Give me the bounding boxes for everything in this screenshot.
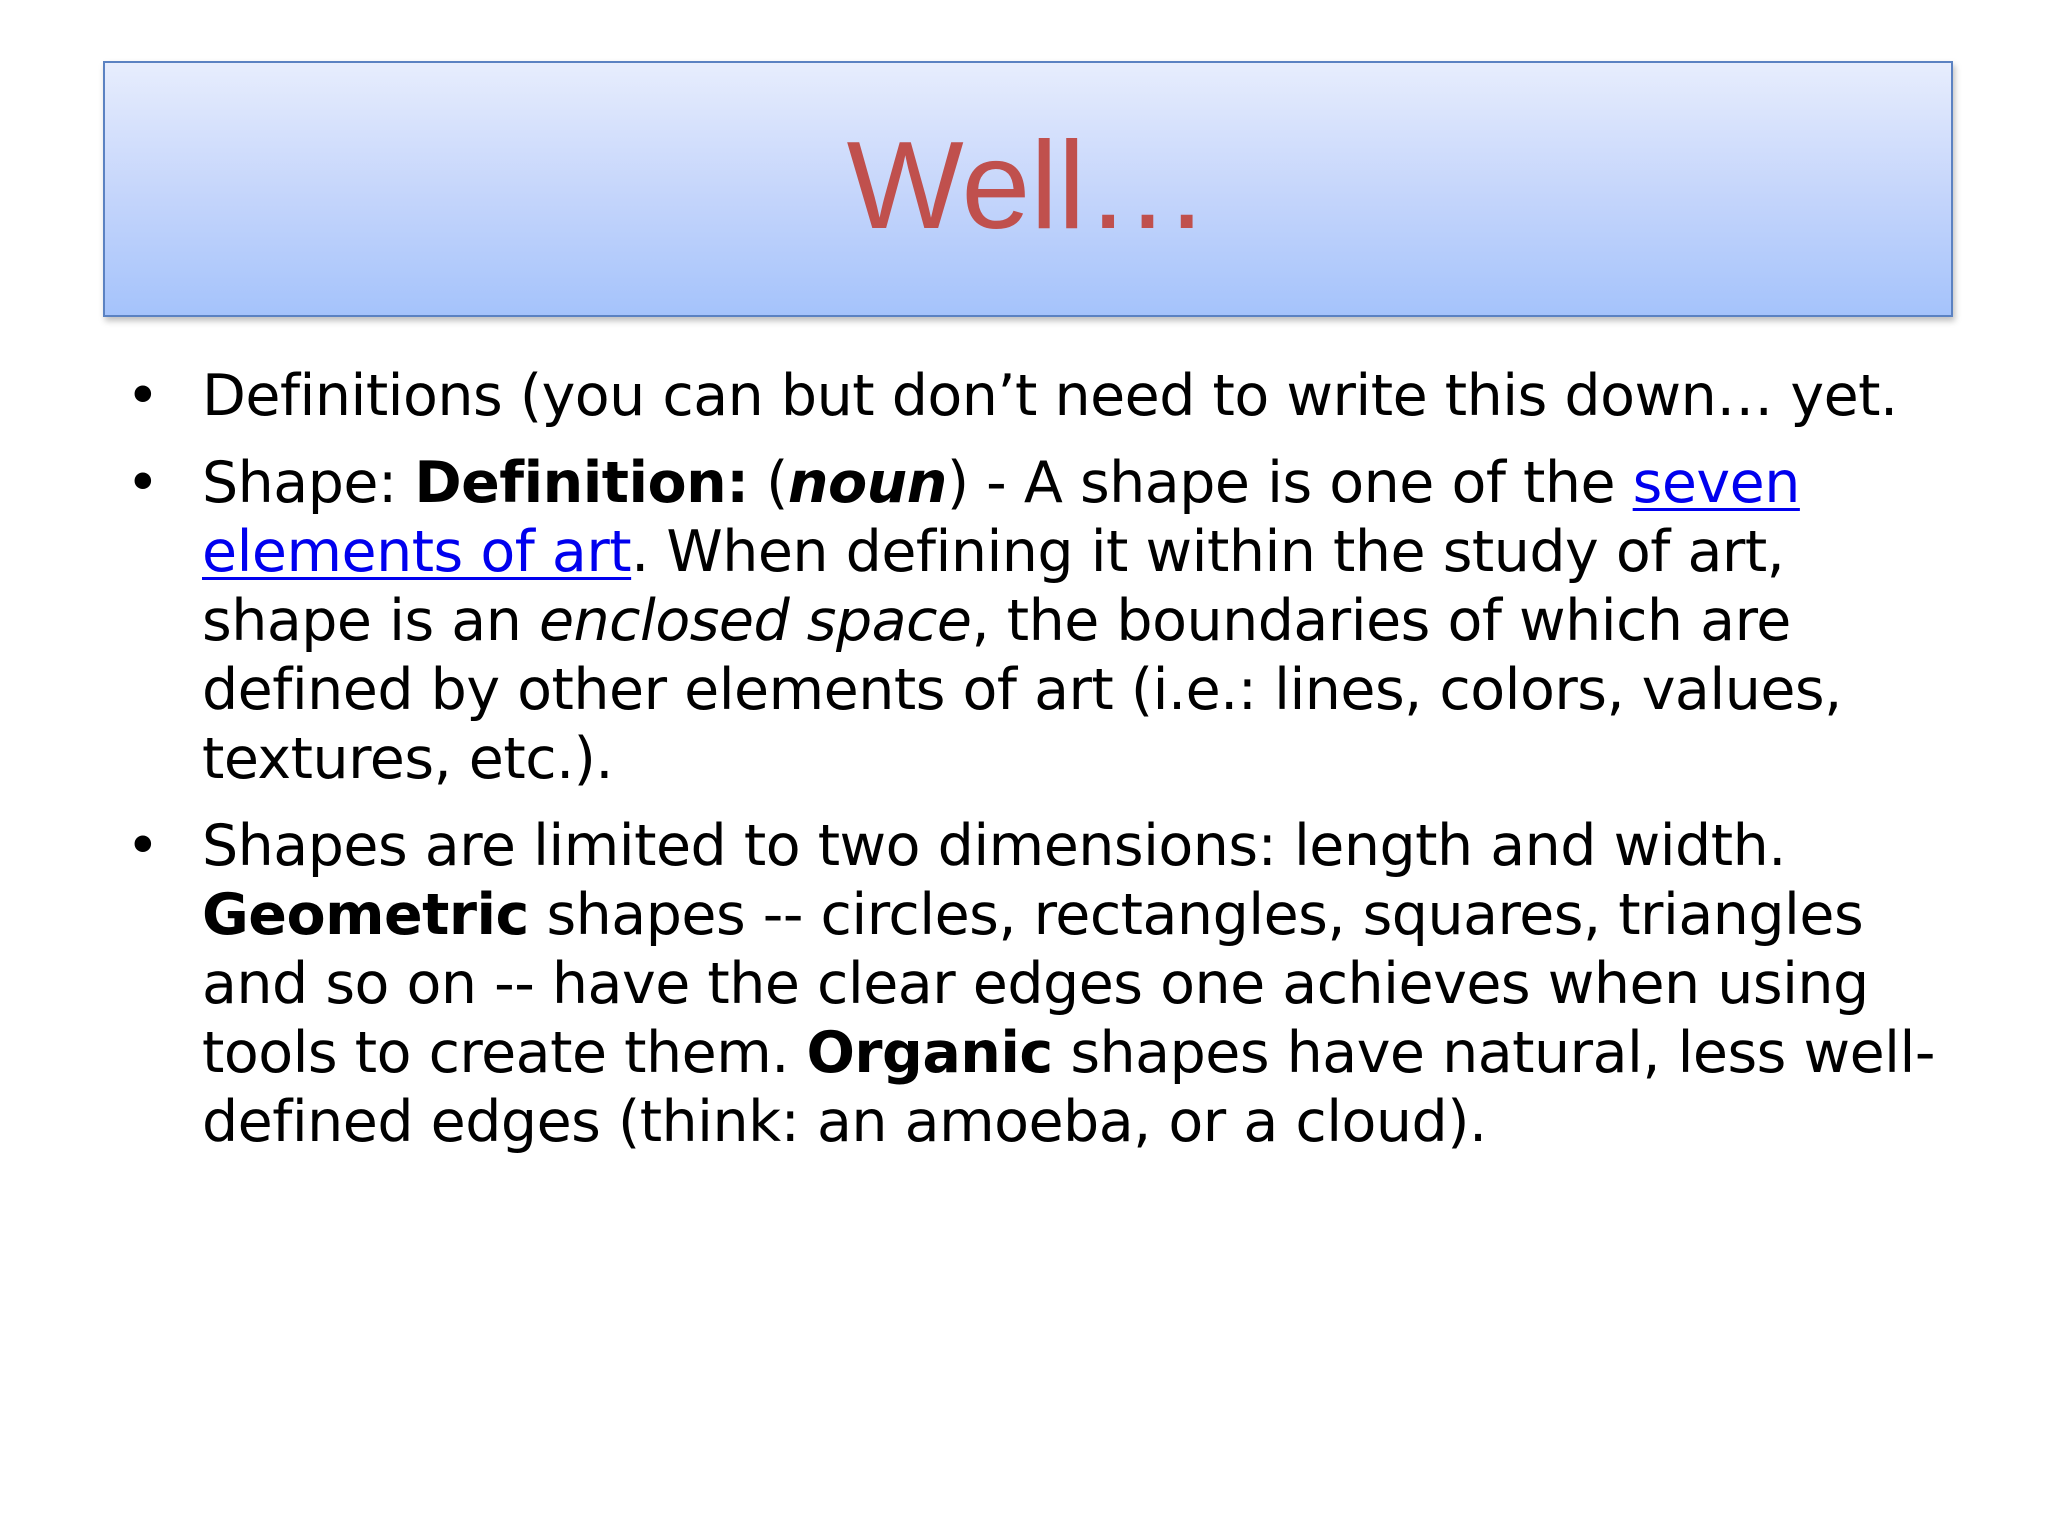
paren-open: (	[748, 450, 788, 516]
organic-term: Organic	[806, 1020, 1053, 1086]
bullet-lead: Shapes are limited to two dimensions: length and width.	[202, 813, 1786, 879]
title-box	[103, 61, 1953, 317]
bullet-definitions	[118, 362, 1938, 431]
bullet-dot-icon: •	[126, 450, 160, 516]
geometric-description: shapes -- circles, rectangles, squares, triangles and so on -- have the clear edges one achieves when using tools to create them.	[202, 882, 1869, 1086]
bullet-dot-icon: •	[126, 363, 160, 429]
definition-text-cont: . When defining it within the study of art, shape is an	[202, 519, 1785, 654]
elements-of-art-link[interactable]: seven elements of art	[202, 450, 1800, 585]
definition-label: Definition:	[414, 450, 749, 516]
bullet-lead: Shape:	[202, 450, 415, 516]
geometric-term: Geometric	[202, 882, 529, 948]
bullet-list	[118, 362, 1938, 1175]
definition-text: ) - A shape is one of the	[946, 450, 1633, 516]
part-of-speech: noun	[787, 450, 947, 516]
bullet-dot-icon: •	[126, 813, 160, 879]
bullet-shape-types	[118, 812, 1938, 1157]
definition-text-end: , the boundaries of which are defined by other elements of art (i.e.: lines, colors, values, textures, etc.).	[202, 588, 1842, 792]
organic-description: shapes have natural, less well-defined edges (think: an amoeba, or a cloud).	[202, 1020, 1935, 1155]
slide-title: Well…	[846, 117, 1210, 255]
enclosed-space-term: enclosed space	[538, 588, 972, 654]
bullet-text: Definitions (you can but don’t need to write this down… yet.	[202, 363, 1898, 429]
bullet-shape-definition	[118, 449, 1938, 794]
